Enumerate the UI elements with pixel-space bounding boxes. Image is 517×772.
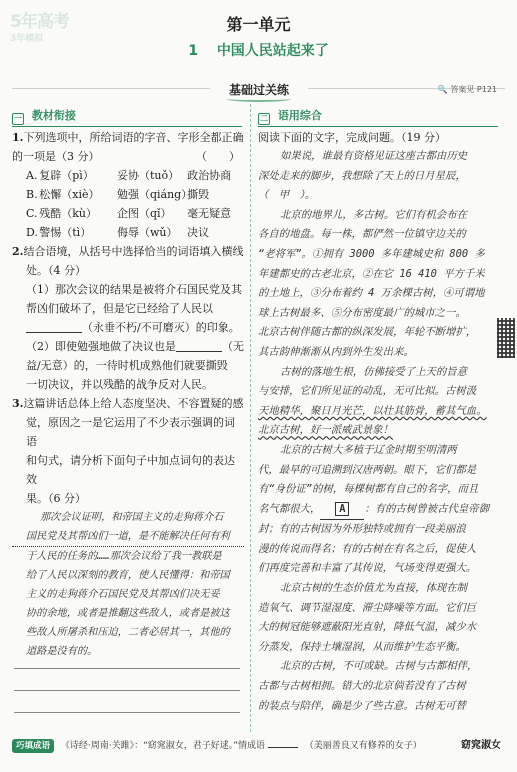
banner-label: 基础过关练 <box>228 83 289 97</box>
lesson-number: 1 <box>188 43 198 59</box>
question-2 <box>12 242 244 394</box>
footer-text-2: （美丽善良又有修养的女子） <box>304 741 422 751</box>
fill-blank[interactable] <box>176 340 222 352</box>
section-badge-icon: 一 <box>14 114 22 123</box>
sub-question-2-text: 一切决议，并以残酷的战争反对人民。 <box>26 378 213 391</box>
section-underline <box>12 126 242 128</box>
sub-question-1-text: 帮凶们破坏了，但是它已经给了人民以 <box>26 302 213 315</box>
question-number: 2. <box>12 245 24 258</box>
section-title: 教材衔接 <box>31 109 76 122</box>
lesson-title <box>0 40 517 60</box>
question-stem: 觉，原因之一是它运用了不少表示强调的词语 <box>26 416 235 448</box>
sub-question-2: （2）即使勉强地做了决议也是 （无 <box>26 340 244 353</box>
question-stem: 的一项是（3 分） <box>12 150 100 163</box>
lesson-name: 中国人民站起来了 <box>216 43 329 59</box>
footer-text: 《诗经·周南·关雎》：“窈窕淑女，君子好逑。”情成语 <box>60 741 265 751</box>
section-header-language-use <box>258 108 322 124</box>
unit-title: 第一单元 <box>226 15 291 34</box>
footer-tag: 巧填成语 <box>12 739 54 753</box>
excerpt: 那次会议证明，和帝国主义的走狗蒋介石 国民党及其帮凶们一道，是不能解决任何有利 于人民的任务的……那次会议给了我一教联是 给了人民以深刻的教育，使人民懂得：和帝国 主义的走狗蒋介石国民党及其帮凶们决无妥 协的余地，或者是推翻这些敌人，或者是被这 些敌人所屠杀和压迫，二者必居其一，其他的 道路是没有的。 <box>12 508 244 661</box>
reading-instruction: 阅读下面的文字，完成问题。（19 分） <box>258 131 446 144</box>
blank-jia[interactable]: （ 甲 ）。 <box>258 189 316 202</box>
blank-a-label: A <box>335 502 349 516</box>
section-title: 语用综合 <box>277 109 322 122</box>
right-column <box>258 128 498 716</box>
option-row-b[interactable]: B. 松懈（xiè） 勉强（qiáng） 撕毁 <box>26 188 210 201</box>
question-stem: 处。（4 分） <box>26 264 86 277</box>
section-badge-icon: 二 <box>260 114 268 123</box>
question-stem: 这篇讲话总体上给人态度坚决、不容置疑的感 <box>23 397 244 410</box>
qr-code-icon[interactable] <box>497 318 515 358</box>
section-underline <box>258 126 498 128</box>
logo-line-1: 5年高考 <box>10 12 69 32</box>
option-row-c[interactable]: C. 残酷（kù） 企图（qǐ） 毫无疑意 <box>26 207 232 220</box>
question-stem: 结合语境，从括号中选择恰当的词语填入横线 <box>23 245 244 258</box>
search-icon: 🔍 <box>437 85 448 94</box>
blank-a-line: 名气都很大， A ：有的古树曾被古代皇帝御 <box>258 500 498 521</box>
question-stem: 下列选项中，所给词语的字音、字形全都正确 <box>23 131 244 144</box>
answer-line[interactable] <box>14 668 240 669</box>
question-3 <box>12 394 244 661</box>
question-stem: 和句式，请分析下面句子中加点词句的表达效 <box>26 454 235 486</box>
question-1 <box>12 128 244 242</box>
question-number: 1. <box>12 131 24 144</box>
answer-line[interactable] <box>14 712 240 713</box>
answer-reference <box>438 84 497 95</box>
column-divider <box>250 104 251 732</box>
option-row-a[interactable]: A. 复辟（pì） 妥协（tuǒ） 政治协商 <box>26 169 232 182</box>
reading-passage: 如果说，谁最有资格见证这座古都由历史 深处走来的脚步，我想除了天上的日月星辰， （ 甲 ）。 北京的地界儿，多古树。它们有机会布在 各自的地盘。每一株，都俨然一位镇守边关的 “老将军”。①拥有 3000 多年建城史和 800 多 年建都史的古老北京，②在它 16 410 平方千米 的土地上，③分布着约 4 万余棵古树，④可谓地 球上古树最多、⑤分布密度最广的城市之一。 北京古树伴随古都的纵深发展，年轮不断增扩， 其古韵伸渐渐从内到外生发出来。 古树的落地生根，仿佛接受了上天的旨意 与安排，它们所见证的动乱，无可比拟。古树汲 天地精华，聚日月光芒，以壮其筋骨，蓄其气血。 北京古树，好一派威武景象！ 北京的古树大多植于辽金时期至明清两 代，最早的可追溯到汉唐两朝。眼下，它们都是 有“身份证”的树，每棵树都有自己的名字，而且 名气都很大， A ：有的古树曾被古代皇帝御 封；有的古树因为外形独特或拥有一段美丽浪 漫的传说而得名；有的古树在有名之后，促使人 们再度完善和丰富了其传说，气场变得更强大。 北京古树的生态价值尤为直接，体现在制 造氧气、调节湿湿度、滞尘降噪等方面。它们巨 大的树冠能够遮蔽阳光直射，降低气温，减少水 分蒸发，保持土壤湿润，从而维护生态平衡。 北京的古树，不可或缺。古树与古都相伴， 古都与古树相拥。错大的北京倘若没有了古树 的装点与陪伴，确是少了些古意。古树无可替 <box>258 147 498 716</box>
footer-idiom-bar <box>12 736 505 756</box>
fill-blank[interactable] <box>26 321 82 333</box>
left-column <box>12 128 244 661</box>
sub-question-1-blank-line: （永垂不朽/不可磨灭）的印象。 <box>12 318 244 337</box>
answer-line[interactable] <box>14 690 240 691</box>
answer-reference-text: 答案见 P121 <box>450 85 497 94</box>
footer-blank[interactable] <box>268 738 298 748</box>
question-stem: 果。（6 分） <box>26 492 86 505</box>
option-row-d[interactable]: D. 警惕（tì） 侮辱（wǔ） 决议 <box>26 226 210 239</box>
sub-question-2-text: 益/无意）的，一待时机成熟他们就要撕毁 <box>26 359 228 372</box>
section-header-textbook <box>12 108 76 124</box>
answer-paren[interactable]: （ ） <box>196 150 240 163</box>
banner-arc <box>227 96 291 102</box>
question-number: 3. <box>12 397 24 410</box>
sub-question-1: （1）那次会议的结果是被将介石国民党及其 <box>26 283 242 296</box>
section-banner <box>210 80 308 100</box>
logo-line-2: 3年模拟 <box>10 34 44 44</box>
footer-idiom-answer: 窈窕淑女 <box>461 740 501 751</box>
